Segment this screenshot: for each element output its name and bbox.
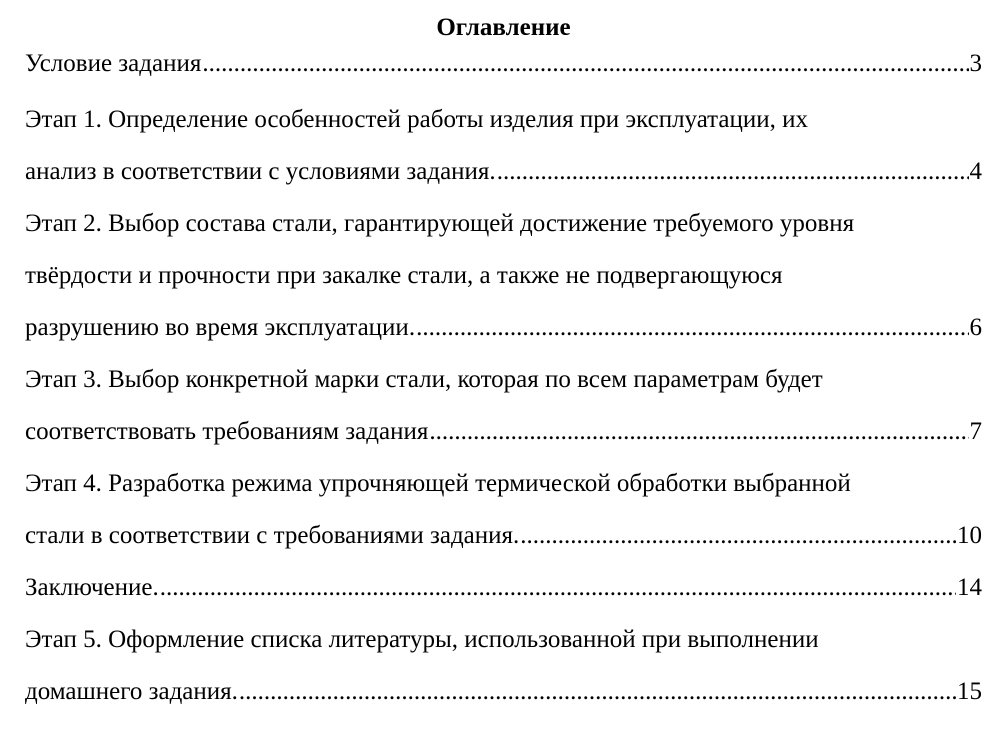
toc-entry-text: анализ в соответствии с условиями задания. <box>25 158 496 185</box>
toc-entry-last-line <box>25 146 982 198</box>
toc-entry-stage-3[interactable] <box>25 354 982 458</box>
toc-dot-leader <box>497 146 969 198</box>
toc-dot-leader <box>416 302 968 354</box>
toc-entry-last-line <box>25 302 982 354</box>
toc-entry-line: твёрдости и прочности при закалке стали, а также не подвергающуюся <box>25 262 783 289</box>
toc-page-number: 15 <box>957 678 982 705</box>
toc-dot-leader <box>520 510 956 562</box>
toc-entry-text: Заключение. <box>25 574 159 601</box>
toc-entry-last-line <box>25 666 982 718</box>
toc-page-number: 6 <box>969 314 982 341</box>
toc-entry-text: разрушению во время эксплуатации. <box>25 314 416 341</box>
toc-title: Оглавление <box>436 14 571 41</box>
toc-entry-stage-4[interactable] <box>25 458 982 562</box>
toc-page-number: 7 <box>969 418 982 445</box>
toc-entry-last-line <box>25 510 982 562</box>
toc-entry-text: Условие задания <box>25 50 202 77</box>
toc-entry-stage-2[interactable] <box>25 198 982 354</box>
toc-entry-last-line <box>25 562 982 614</box>
toc-entry-text: соответствовать требованиям задания <box>25 418 429 445</box>
toc-page-number: 10 <box>957 522 982 549</box>
toc-entry-line: Этап 2. Выбор состава стали, гарантирующей достижение требуемого уровня <box>25 210 855 237</box>
toc-dot-leader <box>202 48 968 80</box>
toc-list <box>25 48 982 718</box>
toc-entry-line: Этап 4. Разработка режима упрочняющей термической обработки выбранной <box>25 470 851 497</box>
toc-entry-last-line <box>25 48 982 80</box>
toc-dot-leader <box>160 562 956 614</box>
toc-entry-stage-5[interactable] <box>25 614 982 718</box>
toc-page-number: 3 <box>969 50 982 77</box>
toc-entry-line: Этап 1. Определение особенностей работы изделия при эксплуатации, их <box>25 106 809 133</box>
toc-dot-leader <box>429 406 968 458</box>
toc-entry-conditions[interactable] <box>25 48 982 80</box>
toc-dot-leader <box>239 666 956 718</box>
toc-entry-stage-1[interactable] <box>25 94 982 198</box>
toc-entry-text: стали в соответствии с требованиями задания. <box>25 522 520 549</box>
toc-entry-line: Этап 3. Выбор конкретной марки стали, которая по всем параметрам будет <box>25 366 823 393</box>
toc-entry-last-line <box>25 406 982 458</box>
toc-entry-conclusion[interactable] <box>25 562 982 614</box>
toc-entry-text: домашнего задания. <box>25 678 238 705</box>
toc-page-number: 14 <box>957 574 982 601</box>
toc-page-number: 4 <box>969 158 982 185</box>
toc-entry-line: Этап 5. Оформление списка литературы, использованной при выполнении <box>25 626 819 653</box>
